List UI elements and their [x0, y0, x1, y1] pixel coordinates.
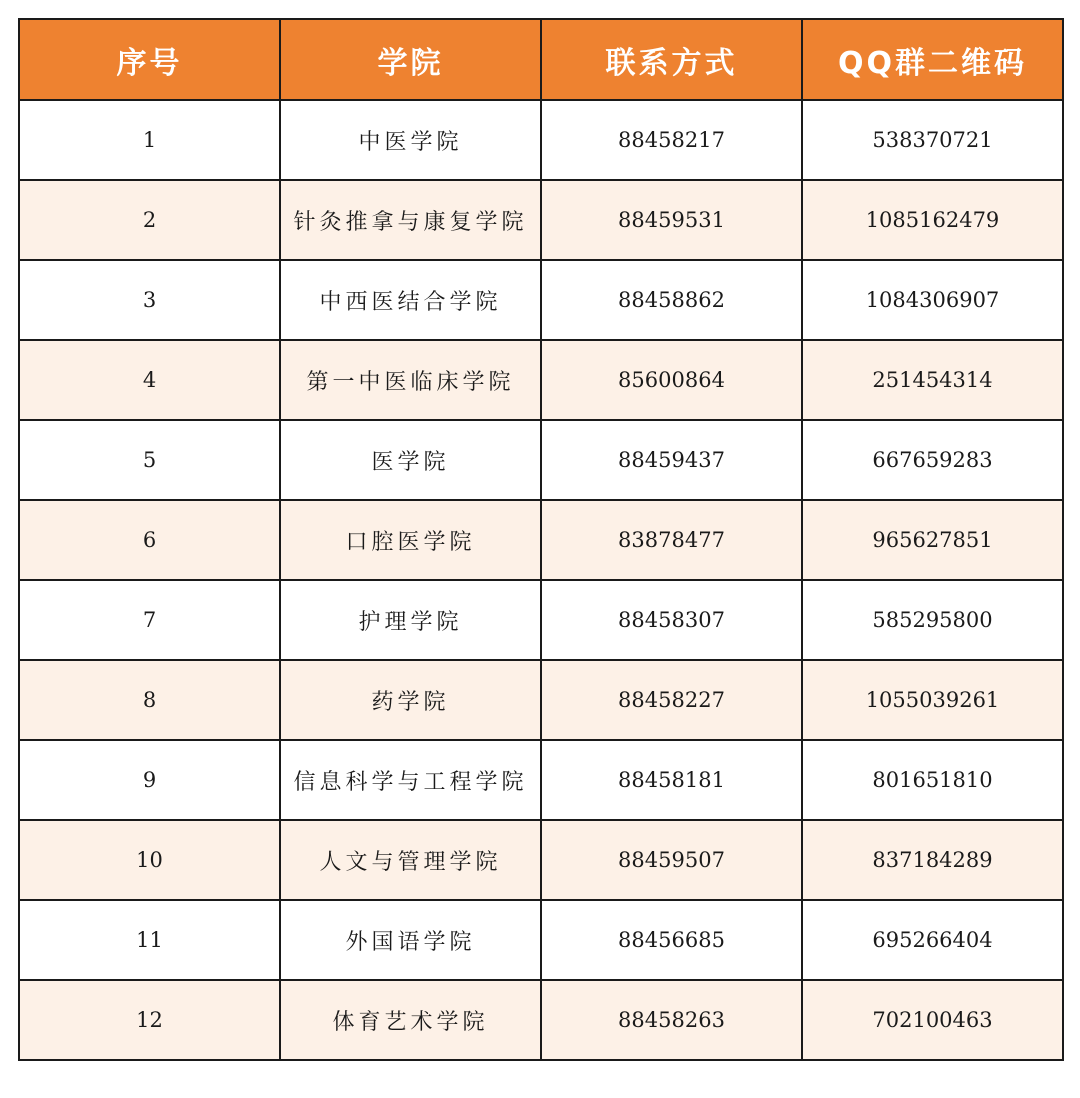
table-row [19, 260, 1063, 340]
cell-college: 口腔医学院 [280, 500, 541, 580]
cell-phone: 88459531 [541, 180, 802, 260]
cell-qq: 1084306907 [802, 260, 1063, 340]
cell-phone: 88458263 [541, 980, 802, 1060]
cell-index: 3 [19, 260, 280, 340]
cell-college: 药学院 [280, 660, 541, 740]
cell-college: 中医学院 [280, 100, 541, 180]
header-contact: 联系方式 [541, 19, 802, 100]
header-college: 学院 [280, 19, 541, 100]
table-row [19, 980, 1063, 1060]
college-contact-table [18, 18, 1064, 1061]
cell-index: 9 [19, 740, 280, 820]
cell-index: 6 [19, 500, 280, 580]
cell-index: 11 [19, 900, 280, 980]
cell-index: 12 [19, 980, 280, 1060]
cell-college: 针灸推拿与康复学院 [280, 180, 541, 260]
cell-index: 4 [19, 340, 280, 420]
cell-phone: 88458181 [541, 740, 802, 820]
table-row [19, 660, 1063, 740]
cell-phone: 83878477 [541, 500, 802, 580]
table-row [19, 340, 1063, 420]
cell-qq: 702100463 [802, 980, 1063, 1060]
table-row [19, 100, 1063, 180]
cell-college: 信息科学与工程学院 [280, 740, 541, 820]
cell-qq: 1085162479 [802, 180, 1063, 260]
cell-qq: 801651810 [802, 740, 1063, 820]
header-row [19, 19, 1063, 100]
cell-college: 第一中医临床学院 [280, 340, 541, 420]
cell-qq: 538370721 [802, 100, 1063, 180]
cell-college: 中西医结合学院 [280, 260, 541, 340]
cell-qq: 837184289 [802, 820, 1063, 900]
cell-qq: 251454314 [802, 340, 1063, 420]
cell-phone: 88456685 [541, 900, 802, 980]
cell-qq: 585295800 [802, 580, 1063, 660]
cell-phone: 88459437 [541, 420, 802, 500]
cell-phone: 85600864 [541, 340, 802, 420]
cell-college: 护理学院 [280, 580, 541, 660]
table-row [19, 500, 1063, 580]
cell-qq: 667659283 [802, 420, 1063, 500]
table-header [19, 19, 1063, 100]
table-body [19, 100, 1063, 1060]
cell-college: 外国语学院 [280, 900, 541, 980]
cell-phone: 88459507 [541, 820, 802, 900]
header-qq-group: QQ群二维码 [802, 19, 1063, 100]
cell-index: 7 [19, 580, 280, 660]
cell-index: 1 [19, 100, 280, 180]
cell-index: 5 [19, 420, 280, 500]
cell-phone: 88458217 [541, 100, 802, 180]
cell-index: 2 [19, 180, 280, 260]
cell-phone: 88458307 [541, 580, 802, 660]
table-row [19, 900, 1063, 980]
table-row [19, 180, 1063, 260]
cell-index: 10 [19, 820, 280, 900]
cell-index: 8 [19, 660, 280, 740]
cell-phone: 88458227 [541, 660, 802, 740]
cell-qq: 965627851 [802, 500, 1063, 580]
table-row [19, 740, 1063, 820]
cell-college: 人文与管理学院 [280, 820, 541, 900]
cell-phone: 88458862 [541, 260, 802, 340]
cell-college: 医学院 [280, 420, 541, 500]
cell-qq: 695266404 [802, 900, 1063, 980]
table-row [19, 820, 1063, 900]
header-index: 序号 [19, 19, 280, 100]
table-row [19, 580, 1063, 660]
table-row [19, 420, 1063, 500]
cell-college: 体育艺术学院 [280, 980, 541, 1060]
cell-qq: 1055039261 [802, 660, 1063, 740]
